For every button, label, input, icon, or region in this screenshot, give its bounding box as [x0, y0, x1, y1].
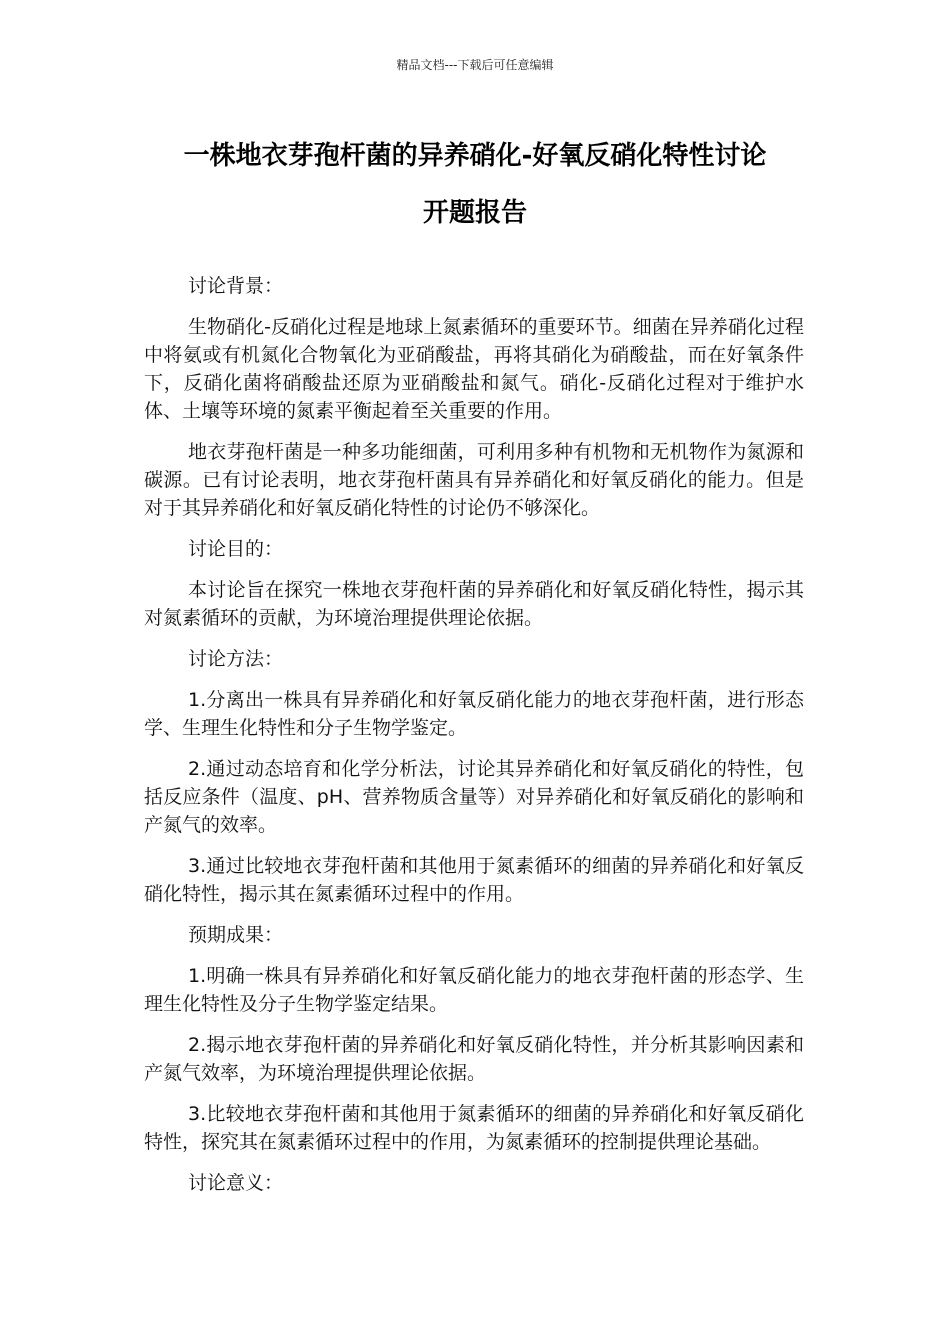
paragraph: 地衣芽孢杆菌是一种多功能细菌，可利用多种有机物和无机物作为氮源和碳源。已有讨论表明，地衣芽孢杆菌具有异养硝化和好氧反硝化的能力。但是对于其异养硝化和好氧反硝化特性的讨论仍不够深化。	[144, 441, 804, 519]
section-heading-purpose: 讨论目的：	[188, 538, 284, 560]
section-heading-background: 讨论背景：	[188, 275, 284, 297]
document-body	[144, 272, 804, 1210]
section-heading-significance: 讨论意义：	[188, 1172, 284, 1194]
section-heading-expected-results: 预期成果：	[188, 924, 284, 946]
list-item: 3.通过比较地衣芽孢杆菌和其他用于氮素循环的细菌的异养硝化和好氧反硝化特性，揭示其在氮素循环过程中的作用。	[144, 855, 804, 905]
document-title-line2: 开题报告	[422, 198, 527, 228]
list-item: 2.揭示地衣芽孢杆菌的异养硝化和好氧反硝化特性，并分析其影响因素和产氮气效率，为环境治理提供理论依据。	[144, 1034, 804, 1084]
list-item: 2.通过动态培育和化学分析法，讨论其异养硝化和好氧反硝化的特性，包括反应条件（温度、pH、营养物质含量等）对异养硝化和好氧反硝化的影响和产氮气的效率。	[144, 758, 804, 836]
paragraph: 本讨论旨在探究一株地衣芽孢杆菌的异养硝化和好氧反硝化特性，揭示其对氮素循环的贡献，为环境治理提供理论依据。	[144, 579, 804, 629]
document-title: 一株地衣芽孢杆菌的异养硝化-好氧反硝化特性讨论	[183, 141, 767, 171]
paragraph: 生物硝化-反硝化过程是地球上氮素循环的重要环节。细菌在异养硝化过程中将氨或有机氮化合物氧化为亚硝酸盐，再将其硝化为硝酸盐，而在好氧条件下，反硝化菌将硝酸盐还原为亚硝酸盐和氮气。硝化-反硝化过程对于维护水体、土壤等环境的氮素平衡起着至关重要的作用。	[144, 316, 804, 422]
list-item: 1.分离出一株具有异养硝化和好氧反硝化能力的地衣芽孢杆菌，进行形态学、生理生化特性和分子生物学鉴定。	[144, 689, 804, 739]
header-note: 精品文档---下载后可任意编辑	[396, 58, 554, 72]
section-heading-methods: 讨论方法：	[188, 648, 284, 670]
list-item: 1.明确一株具有异养硝化和好氧反硝化能力的地衣芽孢杆菌的形态学、生理生化特性及分子生物学鉴定结果。	[144, 965, 804, 1015]
list-item: 3.比较地衣芽孢杆菌和其他用于氮素循环的细菌的异养硝化和好氧反硝化特性，探究其在氮素循环过程中的作用，为氮素循环的控制提供理论基础。	[144, 1103, 804, 1153]
